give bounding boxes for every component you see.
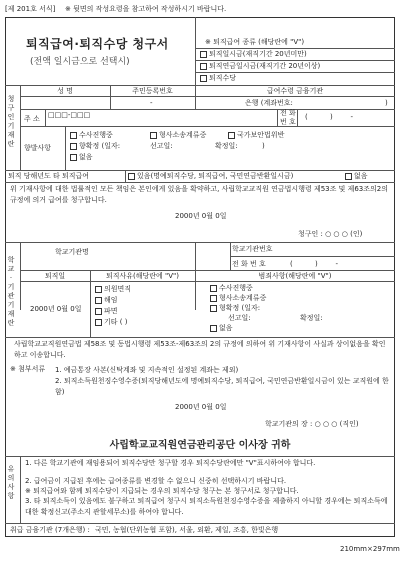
- reason-opt-3[interactable]: 파면: [95, 307, 118, 316]
- retire-opt-2[interactable]: 없음: [345, 172, 368, 181]
- confirm-date: 2000년 0월 0일: [175, 403, 227, 411]
- banks-value: 국민, 농협(단위농협 포함), 서울, 외환, 제일, 조흥, 한빛은행: [95, 526, 279, 534]
- checkbox[interactable]: [210, 325, 217, 332]
- checkbox[interactable]: [95, 308, 102, 315]
- vet-close: ): [262, 142, 265, 150]
- note-4: 3. 타 퇴직소득이 있음에도 불구하고 퇴직급여 청구시 퇴직소득원천징수영수증을 제출하지 아니할 경우에는 퇴직소득에 대한 확정신고(주소지 관할세무소)를 하여야 합니다.: [25, 497, 388, 516]
- veteran-label: 향발사항: [24, 144, 52, 152]
- checkbox[interactable]: [210, 305, 217, 312]
- claimant-side-label: 청구인 기재란: [7, 95, 15, 148]
- col-name: 성 명: [57, 87, 73, 95]
- retire-opt-1[interactable]: 있음(명예퇴직수당, 퇴직급여, 국민연금반환일시금): [128, 172, 293, 181]
- retire-reason-label: 퇴직 당해년도 타 퇴직급여: [8, 172, 90, 180]
- note-3: ※ 퇴직급여와 함께 퇴직수당이 지급되는 경우의 퇴직수당 청구는 본 청구서로 청구합니다.: [25, 487, 299, 495]
- reason-opt-4[interactable]: 기타 ( ): [95, 318, 127, 327]
- checkbox[interactable]: [210, 285, 217, 292]
- address-label: 주 소: [24, 115, 40, 123]
- form-subtitle: (전액 일시금으로 선택시): [30, 57, 130, 67]
- retire-reason-col: 퇴직사유(해당란에 "V"): [105, 272, 179, 280]
- phone-value[interactable]: ( ) -: [305, 113, 354, 121]
- crime-opt-1[interactable]: 수사진행중: [210, 284, 253, 293]
- checkbox[interactable]: [210, 295, 217, 302]
- checkbox[interactable]: [95, 297, 102, 304]
- school-side-label: 학교·기관 기재란: [7, 256, 15, 327]
- checkbox[interactable]: [200, 63, 207, 70]
- address-value[interactable]: □□□-□□□: [48, 111, 91, 119]
- form-number: [제 201호 서식]: [5, 5, 56, 13]
- checkbox[interactable]: [150, 132, 157, 139]
- checkbox[interactable]: [200, 75, 207, 82]
- checkbox[interactable]: [345, 173, 352, 180]
- checkbox[interactable]: [95, 319, 102, 326]
- col-rrn: 주민등록번호: [132, 87, 173, 95]
- rrn-dash: -: [150, 99, 153, 107]
- attach-label: ※ 첨부서류: [10, 365, 46, 373]
- vet-sentence: 선고일:: [150, 142, 173, 150]
- vet-opt-4[interactable]: 향확정 (일자:: [70, 142, 120, 151]
- confirm-text: 사립학교교직원연금법 제58조 및 동법시행령 제53조-제63조의 2의 규정에 의하여 위 기재사항이 사실과 상이없음을 확인하고 이송합니다.: [14, 340, 386, 359]
- crime-col: 범죄사항(해당란에 "V"): [258, 272, 332, 280]
- attach-item-1: 1. 예금통장 사본(신탁계좌 및 지속적인 설정된 계좌는 제외): [55, 366, 239, 374]
- vet-opt-5[interactable]: 없음: [70, 153, 93, 162]
- col-account: 급여수령 금융기관: [266, 87, 324, 95]
- type-option-3[interactable]: 퇴직수당: [200, 74, 236, 83]
- school-phone-value[interactable]: ( ) -: [290, 260, 339, 268]
- instruction-text: ※ 뒷면의 작성요령을 참고하여 작성하시기 바랍니다.: [65, 5, 227, 13]
- declaration-sign: 청구인 : ○ ○ ○ (인): [298, 230, 363, 238]
- crime-sentence: 선고일:: [228, 314, 251, 322]
- vet-confirm: 확정일:: [215, 142, 238, 150]
- banks-label: 취급 금융기관 (7개은행) :: [10, 526, 90, 534]
- retire-date-label: 퇴직일: [44, 272, 66, 280]
- phone-label: 전 화 번 호: [280, 109, 296, 126]
- bank-label: 은행 (계좌번호:: [245, 99, 293, 107]
- paper-size: 210mm×297mm: [340, 545, 400, 553]
- type-heading: ※ 퇴직급여 종류 (해당란에 "V"): [205, 38, 305, 46]
- attach-item-2: 2. 퇴직소득원천징수영수증(퇴직당해년도에 명예퇴직수당, 퇴직급여, 국민연금반환일시금이 있는 교직원에 한함): [55, 377, 389, 396]
- vet-opt-1[interactable]: 수사진행중: [70, 131, 113, 140]
- note-2: 2. 급여금이 지급된 후에는 급여종류를 변경할 수 없으니 신중히 선택하시기 바랍니다.: [25, 477, 287, 485]
- checkbox[interactable]: [70, 132, 77, 139]
- type-option-1[interactable]: 퇴직일시금(재직기간 20년미만): [200, 50, 307, 59]
- school-phone-label: 전 화 번 호: [232, 260, 266, 268]
- crime-opt-3[interactable]: 형확정 (일자:: [210, 304, 260, 313]
- confirm-sign: 학교기관의 장 : ○ ○ ○ (직인): [265, 420, 359, 428]
- checkbox[interactable]: [128, 173, 135, 180]
- crime-confirm: 확정일:: [300, 314, 323, 322]
- school-code-label: 학교기관번호: [232, 245, 273, 253]
- notes-side-label: 유의사항: [7, 465, 15, 500]
- declaration-date: 2000년 0월 0일: [175, 212, 227, 220]
- crime-opt-2[interactable]: 형사소송계류중: [210, 294, 266, 303]
- checkbox[interactable]: [228, 132, 235, 139]
- vet-opt-2[interactable]: 형사소송계류중: [150, 131, 206, 140]
- checkbox[interactable]: [95, 286, 102, 293]
- addressee: 사립학교교직원연금관리공단 이사장 귀하: [109, 440, 291, 451]
- type-option-2[interactable]: 퇴직연금일시금(재직기간 20년이상): [200, 62, 320, 71]
- declaration-text: 위 기재사항에 대한 법률적인 모든 책임은 본인에게 있음을 확약하고, 사립학교교직원 연금법시행령 제53조 및 제63조의2의 규정에 의거 급여를 청구합니다.: [10, 185, 388, 204]
- crime-opt-4[interactable]: 없음: [210, 324, 233, 333]
- reason-opt-2[interactable]: 해임: [95, 296, 118, 305]
- vet-opt-3[interactable]: 국가보안법위반: [228, 131, 284, 140]
- checkbox[interactable]: [200, 51, 207, 58]
- form-title: 퇴직급여·퇴직수당 청구서: [26, 37, 169, 51]
- school-name-label: 학교기관명: [55, 248, 89, 256]
- checkbox[interactable]: [70, 143, 77, 150]
- reason-opt-1[interactable]: 의원면직: [95, 285, 131, 294]
- note-1: 1. 다른 학교기관에 재임용되어 퇴직수당만 청구할 경우 퇴직수당란에만 "V"표시하여야 합니다.: [25, 459, 316, 467]
- checkbox[interactable]: [70, 154, 77, 161]
- bank-close: ): [385, 99, 388, 107]
- retire-date-value[interactable]: 2000년 0월 0일: [30, 305, 82, 313]
